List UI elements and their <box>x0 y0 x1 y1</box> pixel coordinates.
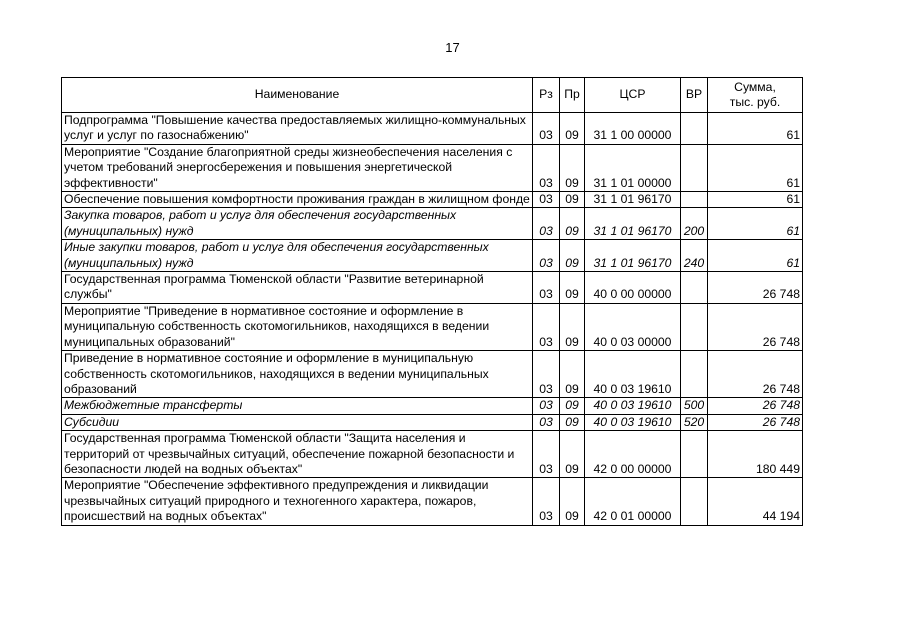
header-sum-line1: Сумма, <box>734 79 776 94</box>
row-name-cell: Приведение в нормативное состояние и оформление в муниципальную собственность скотомогильников, находящихся в ведении муниципальных образований <box>62 351 533 398</box>
header-pr: Пр <box>560 78 585 113</box>
table-row <box>62 192 803 208</box>
row-sum-cell: 180 449 <box>708 431 803 478</box>
row-pr-cell: 09 <box>560 398 585 414</box>
row-sum-cell: 26 748 <box>708 351 803 398</box>
row-pr-cell: 09 <box>560 113 585 145</box>
table-row <box>62 208 803 240</box>
table-row <box>62 144 803 191</box>
row-vr-cell <box>681 303 708 350</box>
row-sum-cell: 26 748 <box>708 414 803 430</box>
row-rz-cell: 03 <box>533 351 560 398</box>
table-row <box>62 414 803 430</box>
row-vr-cell <box>681 113 708 145</box>
row-csr-cell: 42 0 01 00000 <box>585 478 681 525</box>
row-vr-cell: 500 <box>681 398 708 414</box>
row-rz-cell: 03 <box>533 414 560 430</box>
row-csr-cell: 42 0 00 00000 <box>585 431 681 478</box>
row-vr-cell: 520 <box>681 414 708 430</box>
table-row <box>62 478 803 525</box>
table-row <box>62 431 803 478</box>
row-rz-cell: 03 <box>533 192 560 208</box>
header-sum <box>708 78 803 113</box>
row-rz-cell: 03 <box>533 478 560 525</box>
table-row <box>62 113 803 145</box>
row-rz-cell: 03 <box>533 431 560 478</box>
row-vr-cell <box>681 272 708 304</box>
table-row <box>62 398 803 414</box>
table-row <box>62 351 803 398</box>
row-name-cell: Субсидии <box>62 414 533 430</box>
row-pr-cell: 09 <box>560 303 585 350</box>
row-sum-cell: 61 <box>708 208 803 240</box>
row-rz-cell: 03 <box>533 113 560 145</box>
row-sum-cell: 61 <box>708 144 803 191</box>
header-csr: ЦСР <box>585 78 681 113</box>
row-name-cell: Мероприятие "Обеспечение эффективного предупреждения и ликвидации чрезвычайных ситуаций природного и техногенного характера, пожаров, происшествий на водных объектах" <box>62 478 533 525</box>
row-name-cell: Иные закупки товаров, работ и услуг для обеспечения государственных (муниципальных) нужд <box>62 240 533 272</box>
row-name-cell: Государственная программа Тюменской области "Защита населения и территорий от чрезвычайных ситуаций, обеспечение пожарной безопасности и безопасности людей на водных объектах" <box>62 431 533 478</box>
row-csr-cell: 31 1 01 00000 <box>585 144 681 191</box>
table-row <box>62 272 803 304</box>
header-rz: Рз <box>533 78 560 113</box>
row-rz-cell: 03 <box>533 272 560 304</box>
row-pr-cell: 09 <box>560 144 585 191</box>
row-csr-cell: 31 1 00 00000 <box>585 113 681 145</box>
row-csr-cell: 40 0 03 19610 <box>585 398 681 414</box>
page-number: 17 <box>445 40 460 55</box>
row-rz-cell: 03 <box>533 303 560 350</box>
row-csr-cell: 31 1 01 96170 <box>585 208 681 240</box>
row-vr-cell <box>681 192 708 208</box>
row-pr-cell: 09 <box>560 351 585 398</box>
row-pr-cell: 09 <box>560 478 585 525</box>
row-name-cell: Обеспечение повышения комфортности проживания граждан в жилищном фонде <box>62 192 533 208</box>
row-vr-cell: 200 <box>681 208 708 240</box>
budget-table <box>61 77 803 526</box>
row-sum-cell: 26 748 <box>708 303 803 350</box>
row-rz-cell: 03 <box>533 398 560 414</box>
row-csr-cell: 40 0 03 19610 <box>585 351 681 398</box>
row-csr-cell: 40 0 03 00000 <box>585 303 681 350</box>
row-name-cell: Мероприятие "Приведение в нормативное состояние и оформление в муниципальную собственность скотомогильников, находящихся в ведении муниципальных образований" <box>62 303 533 350</box>
row-pr-cell: 09 <box>560 240 585 272</box>
row-vr-cell <box>681 144 708 191</box>
row-vr-cell <box>681 478 708 525</box>
row-sum-cell: 26 748 <box>708 272 803 304</box>
row-sum-cell: 61 <box>708 113 803 145</box>
row-sum-cell: 44 194 <box>708 478 803 525</box>
row-csr-cell: 31 1 01 96170 <box>585 240 681 272</box>
row-pr-cell: 09 <box>560 431 585 478</box>
header-vr: ВР <box>681 78 708 113</box>
row-pr-cell: 09 <box>560 192 585 208</box>
row-rz-cell: 03 <box>533 208 560 240</box>
row-pr-cell: 09 <box>560 414 585 430</box>
row-sum-cell: 26 748 <box>708 398 803 414</box>
table-body <box>62 113 803 526</box>
row-name-cell: Межбюджетные трансферты <box>62 398 533 414</box>
row-name-cell: Закупка товаров, работ и услуг для обеспечения государственных (муниципальных) нужд <box>62 208 533 240</box>
row-csr-cell: 40 0 00 00000 <box>585 272 681 304</box>
table-header-row <box>62 78 803 113</box>
row-vr-cell <box>681 351 708 398</box>
row-name-cell: Мероприятие "Создание благоприятной среды жизнеобеспечения населения с учетом требований энергосбережения и повышения энергетической эффективности" <box>62 144 533 191</box>
row-sum-cell: 61 <box>708 240 803 272</box>
row-name-cell: Подпрограмма "Повышение качества предоставляемых жилищно-коммунальных услуг и услуг по газоснабжению" <box>62 113 533 145</box>
row-rz-cell: 03 <box>533 240 560 272</box>
table-row <box>62 303 803 350</box>
header-sum-line2: тыс. руб. <box>729 95 781 109</box>
row-rz-cell: 03 <box>533 144 560 191</box>
row-vr-cell <box>681 431 708 478</box>
table-row <box>62 240 803 272</box>
header-name: Наименование <box>62 78 533 113</box>
row-csr-cell: 31 1 01 96170 <box>585 192 681 208</box>
row-sum-cell: 61 <box>708 192 803 208</box>
row-csr-cell: 40 0 03 19610 <box>585 414 681 430</box>
row-pr-cell: 09 <box>560 272 585 304</box>
row-vr-cell: 240 <box>681 240 708 272</box>
row-name-cell: Государственная программа Тюменской области "Развитие ветеринарной службы" <box>62 272 533 304</box>
row-pr-cell: 09 <box>560 208 585 240</box>
